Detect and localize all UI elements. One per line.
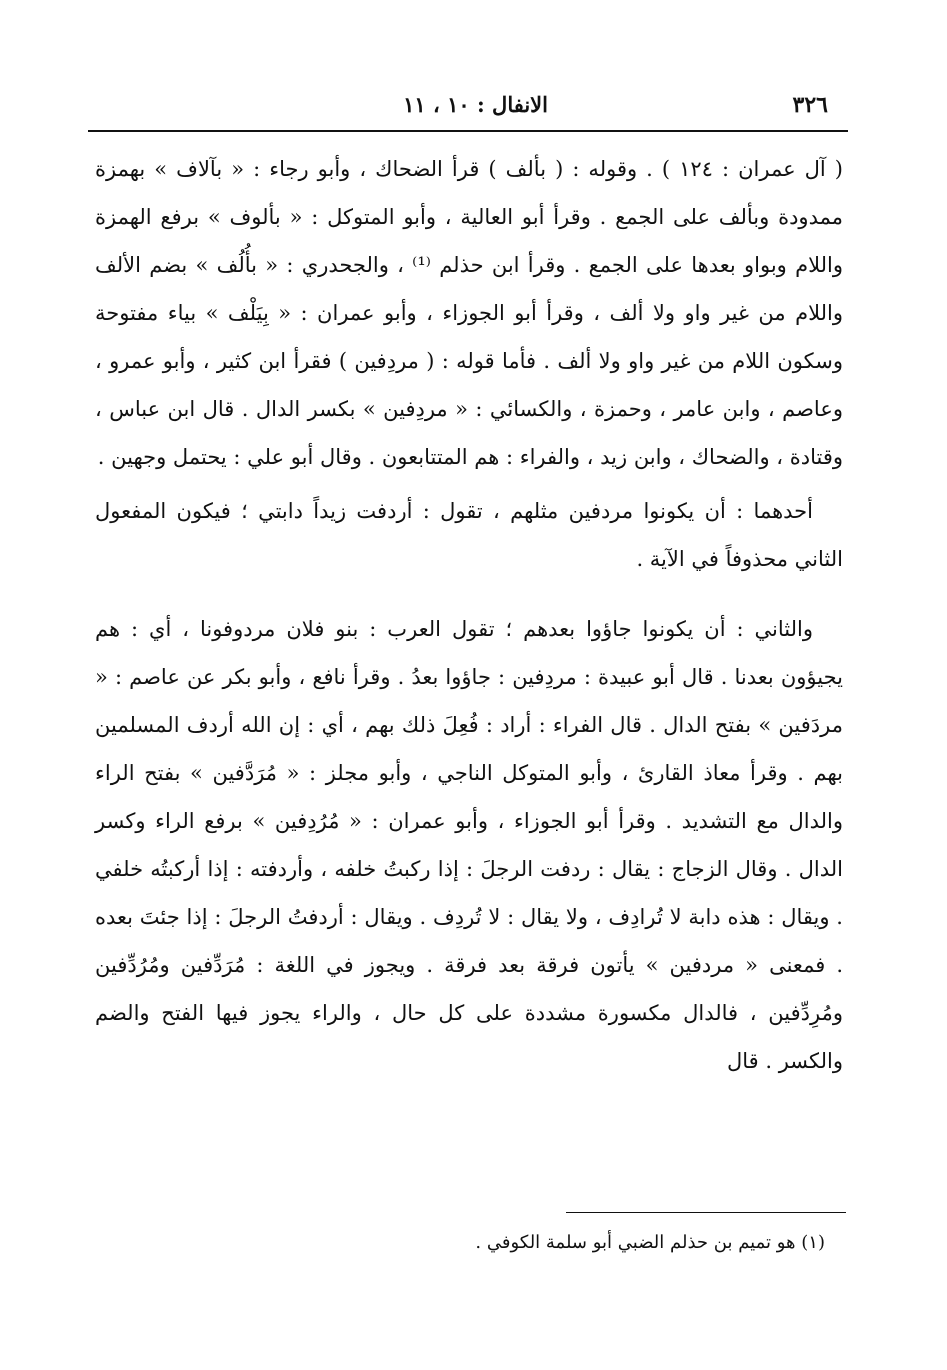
paragraph-3: والثاني : أن يكونوا جاؤوا بعدهم ؛ تقول العرب : بنو فلان مردوفونا ، أي : هم يجيؤون بعدنا . قال أبو عبيدة : مردِفين : جاؤوا بعدُ . وقرأ نافع ، وأبو بكر عن عاصم : « مردَفين » بفتح الدال . قال الفراء : أراد : فُعِلَ ذلك بهم ، أي : إن الله أردف المسلمين بهم . وقرأ معاذ القارئ ، وأبو المتوكل الناجي ، وأبو مجلز : « مُرَدَّفين » بفتح الراء والدال مع التشديد . وقرأ أبو الجوزاء ، وأبو عمران : « مُرُدِفين » برفع الراء وكسر الدال . وقال الزجاج : يقال : ردفت الرجلَ : إذا ركبتُ خلفه ، وأردفته : إذا أركبتُه خلفي . ويقال : هذه دابة لا تُرادِف ، ولا يقال : لا تُردِف . ويقال : أردفتُ الرجلَ : إذا جئتَ بعده . فمعنى « مردفين » يأتون فرقة بعد فرقة . ويجوز في اللغة : مُرَدِّفين ومُرُدِّفين ومُرِدِّفين ، فالدال مكسورة مشددة على كل حال ، والراء يجوز فيها الفتح والضم والكسر . قال — [95, 617, 843, 1073]
paragraph-1: ( آل عمران : ١٢٤ ) . وقوله : ( بألف ) قرأ الضحاك ، وأبو رجاء : « بآلاف » بهمزة ممدودة وبألف على الجمع . وقرأ أبو العالية ، وأبو المتوكل : « بألوف » برفع الهمزة واللام وبواو بعدها على الجمع . وقرأ ابن حذلم ⁽¹⁾ ، والجحدري : « بأُلُف » بضم الألف واللام من غير واو ولا ألف ، وقرأ أبو الجوزاء ، وأبو عمران : « بِيَلْف » بياء مفتوحة وسكون اللام من غير واو ولا ألف . فأما قوله : ( مردِفين ) فقرأ ابن كثير ، وأبو عمرو ، وعاصم ، وابن عامر ، وحمزة ، والكسائي : « مردِفين » بكسر الدال . قال ابن عباس ، وقتادة ، والضحاك ، وابن زيد ، والفراء : هم المتتابعون . وقال أبو علي : يحتمل وجهين . — [95, 157, 843, 469]
footnote-divider — [566, 1212, 846, 1213]
running-title: الانفال : ١٠ ، ١١ — [403, 92, 548, 117]
paragraph-2: أحدهما : أن يكونوا مردفين مثلهم ، تقول : أردفت زيداً دابتي ؛ فيكون المفعول الثاني محذوفاً في الآية . — [95, 499, 843, 571]
main-text — [95, 145, 843, 1085]
page-number: ٣٢٦ — [792, 92, 828, 118]
footnote: (١) هو تميم بن حذلم الضبي أبو سلمة الكوفي . — [475, 1232, 825, 1253]
page-header — [90, 88, 848, 128]
header-divider — [88, 130, 848, 132]
